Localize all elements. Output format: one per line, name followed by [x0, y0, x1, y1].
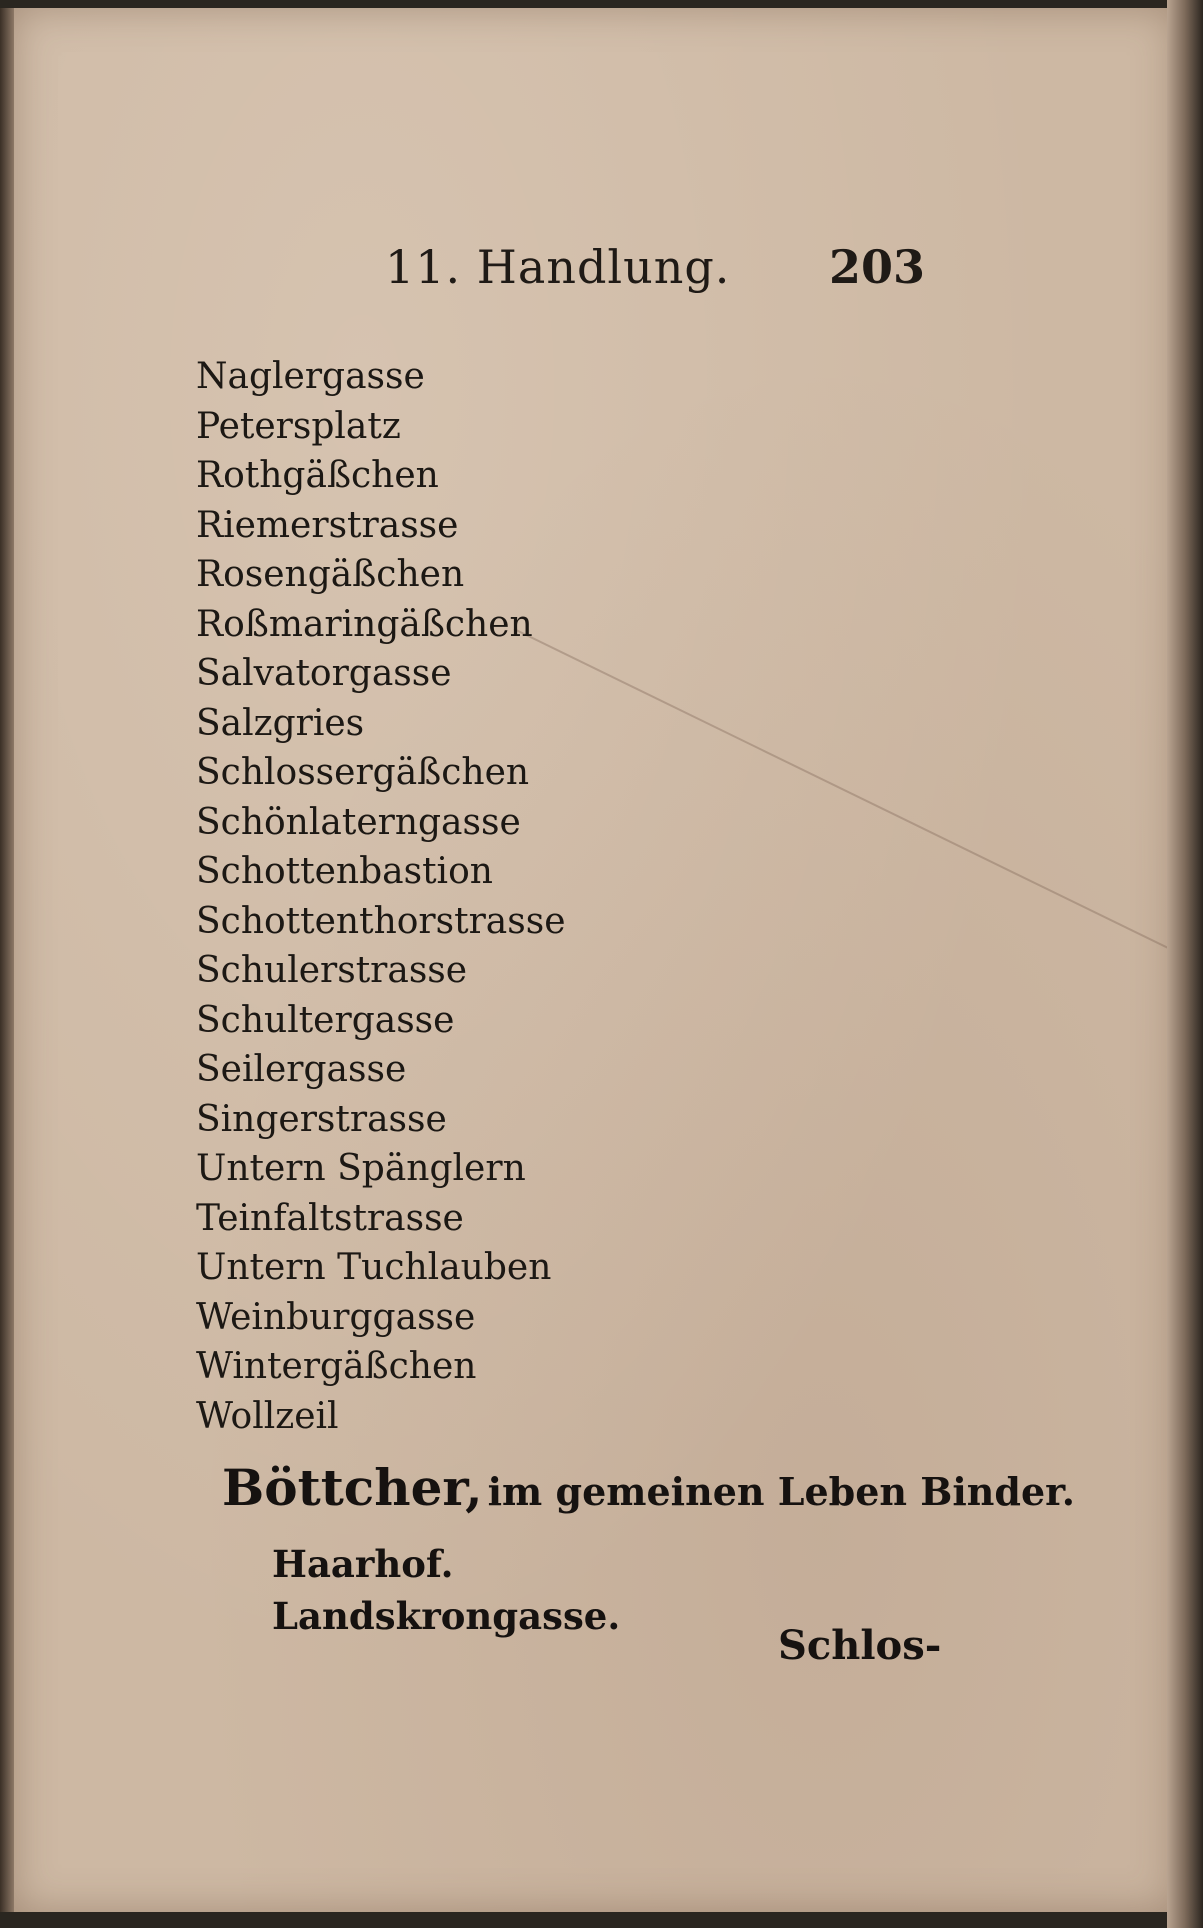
- list-item: Untern Spänglern: [196, 1148, 526, 1189]
- list-item: Rosengäßchen: [196, 554, 465, 595]
- list-item: Roßmaringäßchen: [196, 603, 533, 645]
- list-item: Wollzeil: [196, 1395, 339, 1437]
- list-item: Wintergäßchen: [196, 1346, 477, 1387]
- list-item: Riemerstrasse: [196, 504, 459, 546]
- list-item: Naglergasse: [196, 356, 425, 397]
- catchword: Schlos-: [778, 1622, 942, 1669]
- paper-crease: [514, 628, 1198, 963]
- page-header: [385, 240, 925, 300]
- trade-heading: [222, 1458, 1075, 1517]
- running-head: 11. Handlung.: [385, 240, 731, 294]
- list-item: Weinburggasse: [196, 1296, 476, 1338]
- trade-name: Böttcher,: [222, 1458, 483, 1517]
- list-item: Teinfaltstrasse: [196, 1197, 464, 1239]
- street-list: [196, 352, 566, 1441]
- page-number: 203: [828, 240, 925, 294]
- list-item: Schottenthorstrasse: [196, 900, 566, 942]
- list-item: Schultergasse: [196, 999, 455, 1041]
- list-item: Schönlaterngasse: [196, 801, 521, 843]
- list-item: Schulerstrasse: [196, 950, 468, 991]
- page-right-edge: [1167, 0, 1203, 1928]
- list-item: Schottenbastion: [196, 851, 493, 892]
- list-item: Schlossergäßchen: [196, 752, 530, 793]
- list-item: Haarhof.: [272, 1542, 454, 1586]
- list-item: Petersplatz: [196, 405, 401, 447]
- list-item: Salzgries: [196, 702, 365, 744]
- list-item: Seilergasse: [196, 1049, 407, 1090]
- list-item: Landskrongasse.: [272, 1594, 621, 1638]
- list-item: Singerstrasse: [196, 1098, 447, 1140]
- list-item: Untern Tuchlauben: [196, 1247, 552, 1288]
- trade-street-list: [272, 1538, 620, 1642]
- list-item: Rothgäßchen: [196, 455, 439, 496]
- list-item: Salvatorgasse: [196, 653, 452, 694]
- trade-description: im gemeinen Leben Binder.: [487, 1469, 1075, 1514]
